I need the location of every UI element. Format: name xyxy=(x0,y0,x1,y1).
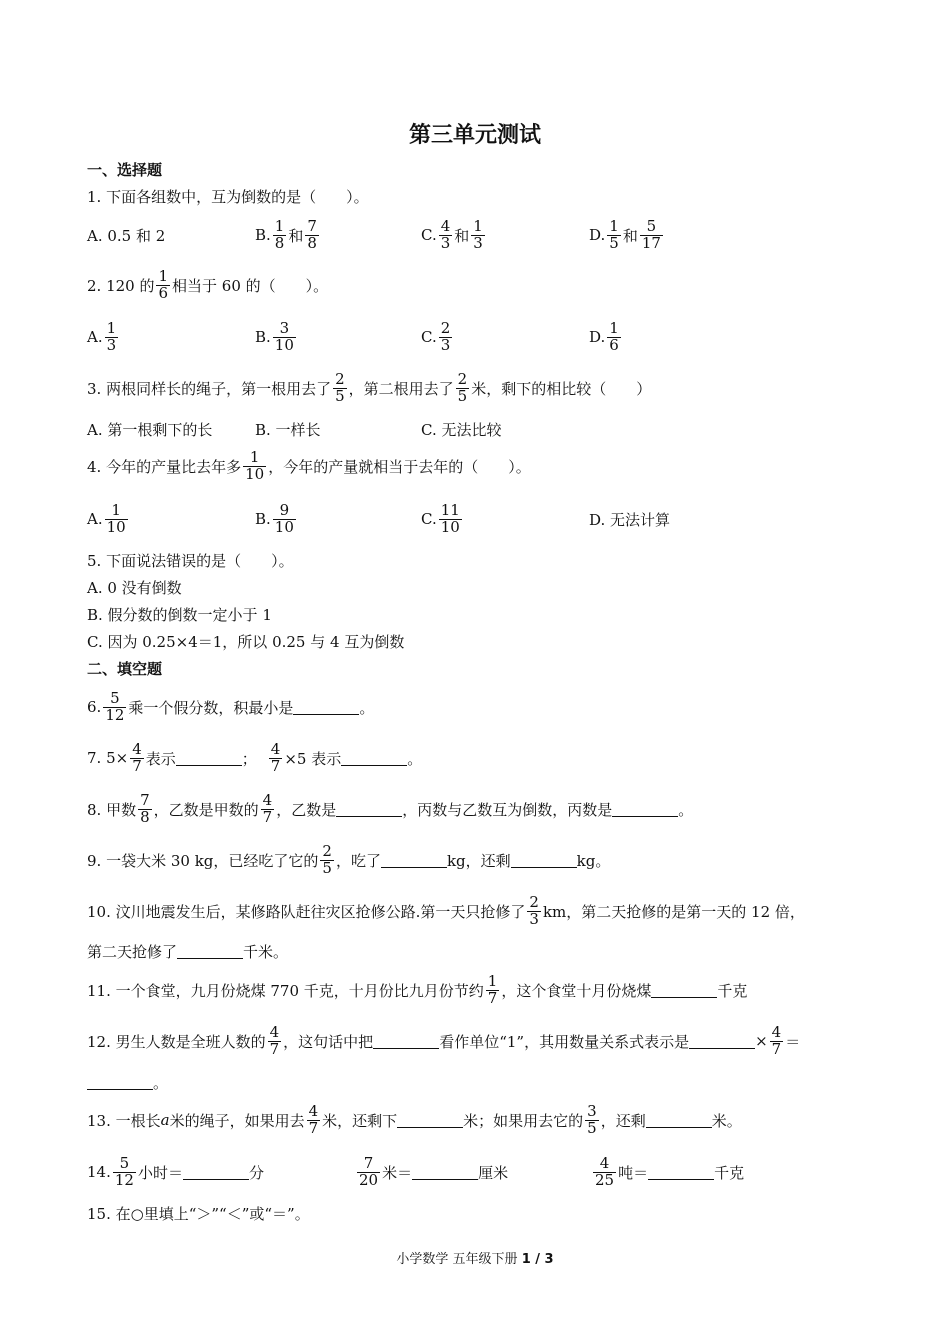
fraction xyxy=(105,500,128,536)
numerator: 7 xyxy=(140,790,150,809)
numerator: 1 xyxy=(274,216,285,235)
fraction xyxy=(138,790,152,826)
q10-line2-pre: 第二天抢修了 xyxy=(87,943,178,961)
numerator: 4 xyxy=(270,739,281,758)
fraction xyxy=(333,369,347,405)
q12-times: × xyxy=(755,1032,768,1050)
denominator: 7 xyxy=(270,756,281,775)
question-13 xyxy=(87,1100,742,1140)
fraction xyxy=(261,790,275,826)
numerator: 2 xyxy=(440,318,451,337)
q9-mid: ，吃了 xyxy=(335,851,381,870)
section-heading-choice: 一、选择题 xyxy=(87,161,163,179)
fraction xyxy=(527,892,541,928)
q1-c-label: C. xyxy=(421,226,437,244)
fraction xyxy=(243,447,266,483)
question-9 xyxy=(87,840,610,880)
q2-option-d xyxy=(589,317,623,357)
answer-blank[interactable] xyxy=(373,1034,439,1049)
fraction xyxy=(486,971,500,1007)
numerator: 1 xyxy=(249,447,260,466)
q12-end: 。 xyxy=(153,1074,169,1092)
fraction xyxy=(269,739,283,775)
fraction xyxy=(593,1153,616,1189)
question-14-part-2 xyxy=(355,1152,508,1192)
q1-d-label: D. xyxy=(589,226,606,244)
q2-d-label: D. xyxy=(589,328,606,346)
question-11 xyxy=(87,970,747,1010)
answer-blank[interactable] xyxy=(87,1075,153,1090)
q4-d-text: D. 无法计算 xyxy=(589,510,671,529)
denominator: 7 xyxy=(308,1118,319,1137)
numerator: 4 xyxy=(132,739,142,758)
answer-blank[interactable] xyxy=(612,802,678,817)
question-14-part-1 xyxy=(87,1152,264,1192)
answer-blank[interactable] xyxy=(689,1034,755,1049)
q13-mid0: 米的绳子，如果用去 xyxy=(169,1111,305,1130)
denominator: 5 xyxy=(609,233,619,252)
denominator: 20 xyxy=(359,1170,379,1189)
denominator: 6 xyxy=(609,335,619,354)
q4-c-label: C. xyxy=(421,510,437,528)
q6-end: 。 xyxy=(359,698,375,717)
fraction xyxy=(273,500,296,536)
denominator: 3 xyxy=(440,335,451,354)
numerator: 9 xyxy=(279,500,290,519)
answer-blank[interactable] xyxy=(381,853,447,868)
q13-mid2: 米；如果用去它的 xyxy=(463,1111,584,1130)
denominator: 8 xyxy=(140,807,150,826)
denominator: 7 xyxy=(269,1039,280,1058)
fraction xyxy=(640,216,663,252)
fraction xyxy=(113,1153,136,1189)
q4-option-d xyxy=(589,499,670,539)
q8-pre: 8. 甲数 xyxy=(87,800,137,819)
q2-text-post: 相当于 60 的（ ）。 xyxy=(172,276,329,295)
fraction xyxy=(607,216,621,252)
denominator: 10 xyxy=(106,517,126,536)
q5-option-c: C. 因为 0.25×4＝1，所以 0.25 与 4 互为倒数 xyxy=(87,633,405,651)
answer-blank[interactable] xyxy=(293,700,359,715)
q2-option-a xyxy=(87,317,120,357)
section-heading-fill: 二、填空题 xyxy=(87,660,163,678)
page-title: 第三单元测试 xyxy=(408,123,541,148)
q3-text-post: 米，剩下的相比较（ ） xyxy=(471,379,652,398)
denominator: 8 xyxy=(307,233,317,252)
q2-text-pre: 2. 120 的 xyxy=(87,276,155,295)
fraction xyxy=(273,318,296,354)
q13-pre: 13. 一根长 xyxy=(87,1111,161,1130)
q1-b-label: B. xyxy=(255,226,271,244)
denominator: 5 xyxy=(457,386,468,405)
denominator: 5 xyxy=(322,858,332,877)
q13-mid3: ，还剩 xyxy=(600,1111,646,1130)
q9-end: kg。 xyxy=(576,851,611,870)
fraction xyxy=(439,318,453,354)
q4-a-label: A. xyxy=(87,510,103,528)
q1-option-a-text: A. 0.5 和 2 xyxy=(87,226,166,245)
denominator: 8 xyxy=(274,233,285,252)
fraction xyxy=(105,318,119,354)
q1-d-and: 和 xyxy=(622,226,638,245)
q5-option-b: B. 假分数的倒数一定小于 1 xyxy=(87,606,272,624)
q9-mid2: kg，还剩 xyxy=(446,851,511,870)
question-14-part-3 xyxy=(591,1152,744,1192)
denominator: 6 xyxy=(158,283,169,302)
fraction xyxy=(273,216,287,252)
fraction xyxy=(357,1153,380,1189)
q1-option-d xyxy=(589,215,665,255)
fraction xyxy=(439,500,462,536)
denominator: 3 xyxy=(473,233,483,252)
numerator: 4 xyxy=(262,790,273,809)
answer-blank[interactable] xyxy=(397,1113,463,1128)
denominator: 17 xyxy=(641,233,661,252)
answer-blank[interactable] xyxy=(336,802,402,817)
fraction xyxy=(307,1101,321,1137)
fraction xyxy=(268,1022,282,1058)
denominator: 5 xyxy=(335,386,345,405)
denominator: 10 xyxy=(274,517,294,536)
q3-option-a: A. 第一根剩下的长 xyxy=(87,421,213,439)
q4-b-label: B. xyxy=(255,510,271,528)
denominator: 10 xyxy=(274,335,294,354)
q14-unit2: 米＝ xyxy=(382,1163,413,1182)
q2-b-label: B. xyxy=(255,328,271,346)
fraction xyxy=(130,739,144,775)
fraction xyxy=(156,266,170,302)
answer-blank[interactable] xyxy=(183,1165,249,1180)
q2-option-c xyxy=(421,317,454,357)
numerator: 4 xyxy=(440,216,451,235)
q12-pre: 12. 男生人数是全班人数的 xyxy=(87,1032,266,1051)
numerator: 4 xyxy=(308,1101,319,1120)
denominator: 12 xyxy=(105,705,125,724)
numerator: 5 xyxy=(646,216,657,235)
q11-pre: 11. 一个食堂，九月份烧煤 770 千克，十月份比九月份节约 xyxy=(87,981,484,1000)
numerator: 2 xyxy=(457,369,468,388)
question-12 xyxy=(87,1021,800,1061)
numerator: 3 xyxy=(279,318,290,337)
numerator: 3 xyxy=(587,1101,597,1120)
q7-end: 。 xyxy=(407,749,423,768)
numerator: 2 xyxy=(322,841,332,860)
denominator: 12 xyxy=(114,1170,134,1189)
q4-text-pre: 4. 今年的产量比去年多 xyxy=(87,457,242,476)
q1-option-a xyxy=(87,215,165,255)
footer-text: 小学数学 五年级下册 xyxy=(396,1252,522,1267)
numerator: 11 xyxy=(440,500,460,519)
q2-option-b xyxy=(255,317,298,357)
answer-blank[interactable] xyxy=(651,983,717,998)
numerator: 1 xyxy=(473,216,483,235)
q6-num: 6. xyxy=(87,698,102,716)
q10-pre: 10. 汶川地震发生后，某修路队赶往灾区抢修公路.第一天只抢修了 xyxy=(87,902,526,921)
q10-line2-end: 千米。 xyxy=(243,943,289,961)
fraction xyxy=(770,1022,784,1058)
page-number: 1 / 3 xyxy=(521,1252,554,1267)
q11-mid: ，这个食堂十月份烧煤 xyxy=(501,981,652,1000)
q3-option-b: B. 一样长 xyxy=(255,421,321,439)
q8-mid2: ，乙数是 xyxy=(276,800,337,819)
numerator: 1 xyxy=(487,971,498,990)
q4-text-post: ，今年的产量就相当于去年的（ ）。 xyxy=(268,457,531,476)
question-15: 15. 在○里填上“＞”“＜”或“＝”。 xyxy=(87,1205,310,1223)
numerator: 1 xyxy=(111,500,121,519)
numerator: 2 xyxy=(529,892,539,911)
q14-unit2-end: 厘米 xyxy=(478,1163,509,1182)
q10-post: km，第二天抢修的是第一天的 12 倍， xyxy=(542,902,805,921)
fraction xyxy=(585,1101,599,1137)
fraction xyxy=(456,369,470,405)
q3-text-mid: ，第二根用去了 xyxy=(348,379,454,398)
denominator: 7 xyxy=(262,807,273,826)
fraction xyxy=(471,216,485,252)
question-8 xyxy=(87,789,693,829)
q4-option-c xyxy=(421,499,464,539)
answer-blank[interactable] xyxy=(341,751,407,766)
q8-mid3: ，丙数与乙数互为倒数，丙数是 xyxy=(402,800,613,819)
answer-blank[interactable] xyxy=(412,1165,478,1180)
denominator: 3 xyxy=(529,909,539,928)
q13-variable: a xyxy=(160,1111,170,1129)
question-3 xyxy=(87,368,651,408)
q2-a-label: A. xyxy=(87,328,103,346)
q7-mid2: ； xyxy=(241,749,257,768)
page-footer xyxy=(0,1248,950,1267)
q7-mid1: 表示 xyxy=(145,749,176,768)
q13-mid1: 米，还剩下 xyxy=(322,1111,398,1130)
question-10-line2 xyxy=(87,941,288,962)
q3-option-c: C. 无法比较 xyxy=(421,421,502,439)
q13-end: 米。 xyxy=(711,1111,742,1130)
numerator: 5 xyxy=(110,688,120,707)
numerator: 1 xyxy=(609,216,619,235)
q9-pre: 9. 一袋大米 30 kg，已经吃了它的 xyxy=(87,851,319,870)
fraction xyxy=(439,216,453,252)
question-2 xyxy=(87,265,328,305)
denominator: 25 xyxy=(595,1170,615,1189)
q12-eq: ＝ xyxy=(785,1032,801,1051)
denominator: 5 xyxy=(587,1118,597,1137)
denominator: 7 xyxy=(132,756,142,775)
q8-end: 。 xyxy=(678,800,694,819)
denominator: 10 xyxy=(245,464,265,483)
q5-option-a: A. 0 没有倒数 xyxy=(87,579,182,597)
q14-unit1-end: 分 xyxy=(248,1163,264,1182)
q2-c-label: C. xyxy=(421,328,437,346)
q3-text-pre: 3. 两根同样长的绳子，第一根用去了 xyxy=(87,379,332,398)
question-12-line2 xyxy=(87,1072,168,1093)
q14-unit1: 小时＝ xyxy=(137,1163,183,1182)
q7-mid3: ×5 表示 xyxy=(284,749,342,768)
answer-blank[interactable] xyxy=(646,1113,712,1128)
numerator: 5 xyxy=(119,1153,130,1172)
q14-unit3: 吨＝ xyxy=(618,1163,649,1182)
fraction xyxy=(607,318,621,354)
numerator: 1 xyxy=(609,318,619,337)
q12-mid2: 看作单位“1”，其用数量关系式表示是 xyxy=(439,1032,690,1051)
q6-text: 乘一个假分数，积最小是 xyxy=(128,698,294,717)
question-10 xyxy=(87,891,805,931)
q7-pre: 7. 5× xyxy=(87,749,129,767)
q11-end: 千克 xyxy=(717,981,748,1000)
answer-blank[interactable] xyxy=(648,1165,714,1180)
answer-blank[interactable] xyxy=(511,853,577,868)
numerator: 7 xyxy=(363,1153,374,1172)
q1-b-and: 和 xyxy=(288,226,304,245)
denominator: 7 xyxy=(487,988,498,1007)
fraction xyxy=(305,216,319,252)
numerator: 1 xyxy=(158,266,169,285)
answer-blank[interactable] xyxy=(176,751,242,766)
numerator: 4 xyxy=(599,1153,610,1172)
q1-c-and: 和 xyxy=(454,226,470,245)
q14-unit3-end: 千克 xyxy=(714,1163,745,1182)
fraction xyxy=(320,841,334,877)
q8-mid1: ，乙数是甲数的 xyxy=(153,800,259,819)
numerator: 1 xyxy=(106,318,117,337)
q4-option-a xyxy=(87,499,130,539)
q14-num: 14. xyxy=(87,1163,111,1181)
q4-option-b xyxy=(255,499,298,539)
q1-option-b xyxy=(255,215,321,255)
q12-mid: ，这句话中把 xyxy=(283,1032,374,1051)
numerator: 4 xyxy=(771,1022,782,1041)
denominator: 3 xyxy=(106,335,117,354)
denominator: 7 xyxy=(771,1039,782,1058)
answer-blank[interactable] xyxy=(177,944,243,959)
question-7 xyxy=(87,738,422,778)
question-4 xyxy=(87,446,531,486)
denominator: 3 xyxy=(440,233,451,252)
numerator: 4 xyxy=(269,1022,280,1041)
numerator: 7 xyxy=(307,216,317,235)
question-6 xyxy=(87,687,374,727)
question-5: 5. 下面说法错误的是（ ）。 xyxy=(87,552,294,570)
question-1: 1. 下面各组数中，互为倒数的是（ ）。 xyxy=(87,188,369,206)
numerator: 2 xyxy=(335,369,345,388)
fraction xyxy=(103,688,126,724)
denominator: 10 xyxy=(440,517,460,536)
q1-option-c xyxy=(421,215,487,255)
